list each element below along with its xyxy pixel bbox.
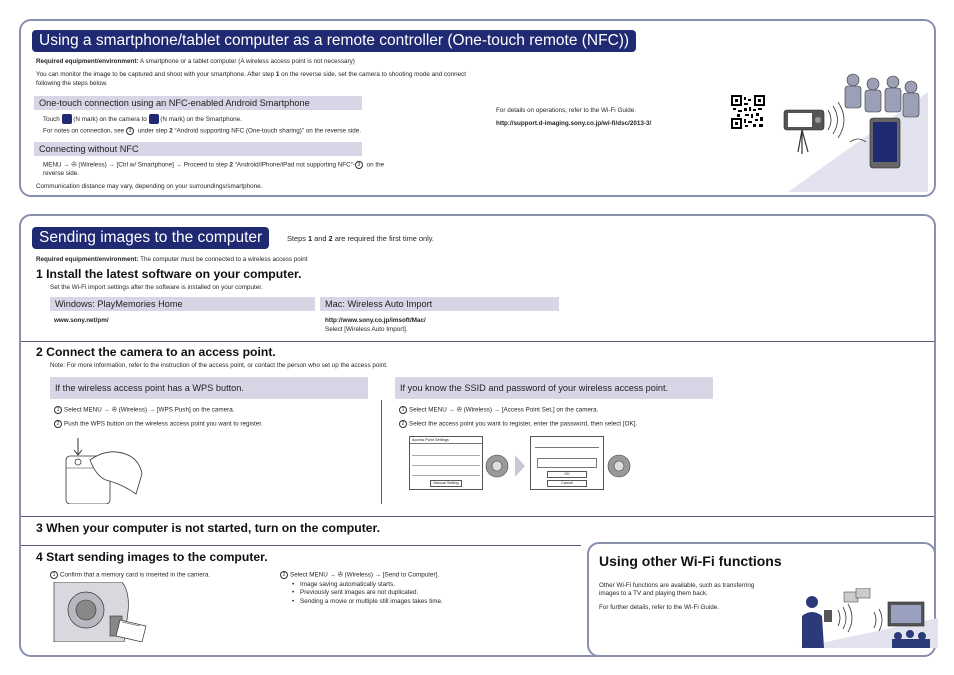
screen-row	[412, 447, 480, 456]
list-item: • Image saving automatically starts.	[290, 581, 443, 589]
divider	[21, 341, 934, 342]
n-mark-icon	[149, 114, 159, 124]
screen-row	[412, 457, 480, 466]
touch-instruction: Touch (N mark) on the camera to (N mark) on the Smartphone.	[43, 116, 242, 123]
step4-s2: 2 Select MENU → ✇ (Wireless) → [Send to Computer].	[280, 571, 439, 580]
mac-url[interactable]: http://www.sony.co.jp/imsoft/Mac/	[325, 317, 426, 324]
other-wifi-p1: Other Wi-Fi functions are available, such as transferring	[599, 582, 755, 589]
ssid-heading: If you know the SSID and password of your wireless access point.	[395, 377, 713, 399]
list-item: • Previously sent images are not duplicated.	[290, 589, 443, 597]
step3-title: 3 When your computer is not started, turn on the computer.	[36, 521, 380, 535]
wireless-icon: ✇	[71, 161, 77, 169]
wps-step1: 1 Select MENU → ✇ (Wireless) → [WPS Push] on the camera.	[54, 406, 234, 415]
windows-heading: Windows: PlayMemories Home	[50, 297, 315, 311]
screen-manual-button[interactable]: Manual Setting	[430, 480, 462, 487]
other-wifi-p1-cont: images to a TV and playing them back.	[599, 590, 708, 597]
ssid-step2: 2 Select the access point you want to register, enter the password, then select [OK].	[399, 420, 637, 429]
nfc-requirements: Required equipment/environment: A smartphone or a tablet computer (A wireless access point is not necessary)	[36, 58, 355, 65]
menu-instruction: MENU → ✇ (Wireless) → [Ctrl w/ Smartphone] → Proceed to step 2 “Android/iPhone/iPad not supporting NFC”- 3 on the	[43, 161, 385, 169]
screen-title: Access Point Settings	[410, 437, 482, 444]
without-nfc-heading: Connecting without NFC	[34, 142, 362, 156]
wireless-icon: ✇	[337, 571, 343, 579]
password-screen	[530, 436, 604, 490]
arrow-right-icon	[514, 454, 526, 478]
android-heading: One-touch connection using an NFC-enabled Android Smartphone	[34, 96, 362, 110]
step1-sub: Set the Wi-Fi import settings after the software is installed on your computer.	[50, 284, 263, 291]
step2-title: 2 Connect the camera to an access point.	[36, 345, 276, 359]
other-wifi-title: Using other Wi-Fi functions	[599, 553, 782, 569]
divider	[21, 545, 581, 546]
screen-row	[535, 441, 599, 448]
password-field[interactable]	[537, 458, 597, 468]
step1-title: 1 Install the latest software on your computer.	[36, 267, 302, 281]
tv-playback-illustration	[798, 588, 938, 648]
wps-step2: 2 Push the WPS button on the wireless access point you want to register.	[54, 420, 263, 429]
windows-url[interactable]: www.sony.net/pm/	[54, 317, 109, 324]
nfc-intro: You can monitor the image to be captured and shoot with your smartphone. After step 1 on the reverse side, set the camera to shooting mode and connect	[36, 71, 466, 78]
control-wheel-icon	[607, 454, 631, 478]
nfc-intro-cont: following the steps below.	[36, 80, 108, 87]
control-wheel-icon	[485, 454, 509, 478]
steps-note: Steps 1 and 2 are required the first time only.	[287, 234, 434, 243]
distance-note: Communication distance may vary, depending on your surroundings/smartphone.	[36, 183, 263, 190]
step4-s1: 1 Confirm that a memory card is inserted in the camera.	[50, 571, 210, 580]
nfc-remote-illustration	[778, 52, 928, 192]
wireless-icon: ✇	[111, 406, 117, 414]
qr-code	[731, 95, 765, 129]
send-requirements: Required equipment/environment: The computer must be connected to a wireless access point	[36, 256, 308, 263]
camera-memory-card-illustration	[52, 582, 150, 642]
step2-divider	[381, 400, 382, 504]
screen-ok-button[interactable]: OK	[547, 471, 587, 478]
wireless-icon: ✇	[456, 406, 462, 414]
guide-url[interactable]: http://support.d-imaging.sony.co.jp/wi-fi/dsc/2013-3/	[496, 120, 652, 127]
send-title: Sending images to the computer	[32, 227, 269, 249]
access-point-screen	[409, 436, 483, 490]
divider	[21, 516, 934, 517]
step4-title: 4 Start sending images to the computer.	[36, 550, 268, 564]
details-note: For details on operations, refer to the Wi-Fi Guide.	[496, 107, 636, 114]
nfc-title: Using a smartphone/tablet computer as a remote controller (One-touch remote (NFC))	[32, 30, 636, 52]
wps-heading: If the wireless access point has a WPS button.	[50, 377, 368, 399]
screen-cancel-button[interactable]: Cancel	[547, 480, 587, 487]
list-item: • Sending a movie or multiple still images takes time.	[290, 598, 443, 606]
screen-row	[412, 467, 480, 476]
other-wifi-p2: For further details, refer to the Wi-Fi Guide.	[599, 604, 720, 611]
step2-note: Note: For more information, refer to the instruction of the access point, or contact the person who set up the access point.	[50, 362, 388, 369]
wps-button-illustration	[60, 434, 145, 504]
notes-connection: For notes on connection, see 3 under step 2 “Android supporting NFC (One-touch sharing)” on the reverse side.	[43, 127, 362, 135]
mac-heading: Mac: Wireless Auto Import	[320, 297, 559, 311]
mac-sub: Select [Wireless Auto Import].	[325, 326, 408, 333]
step4-bullets	[290, 581, 443, 606]
n-mark-icon	[62, 114, 72, 124]
menu-instruction-cont: reverse side.	[43, 170, 80, 177]
ssid-step1: 1 Select MENU → ✇ (Wireless) → [Access Point Set.] on the camera.	[399, 406, 598, 415]
